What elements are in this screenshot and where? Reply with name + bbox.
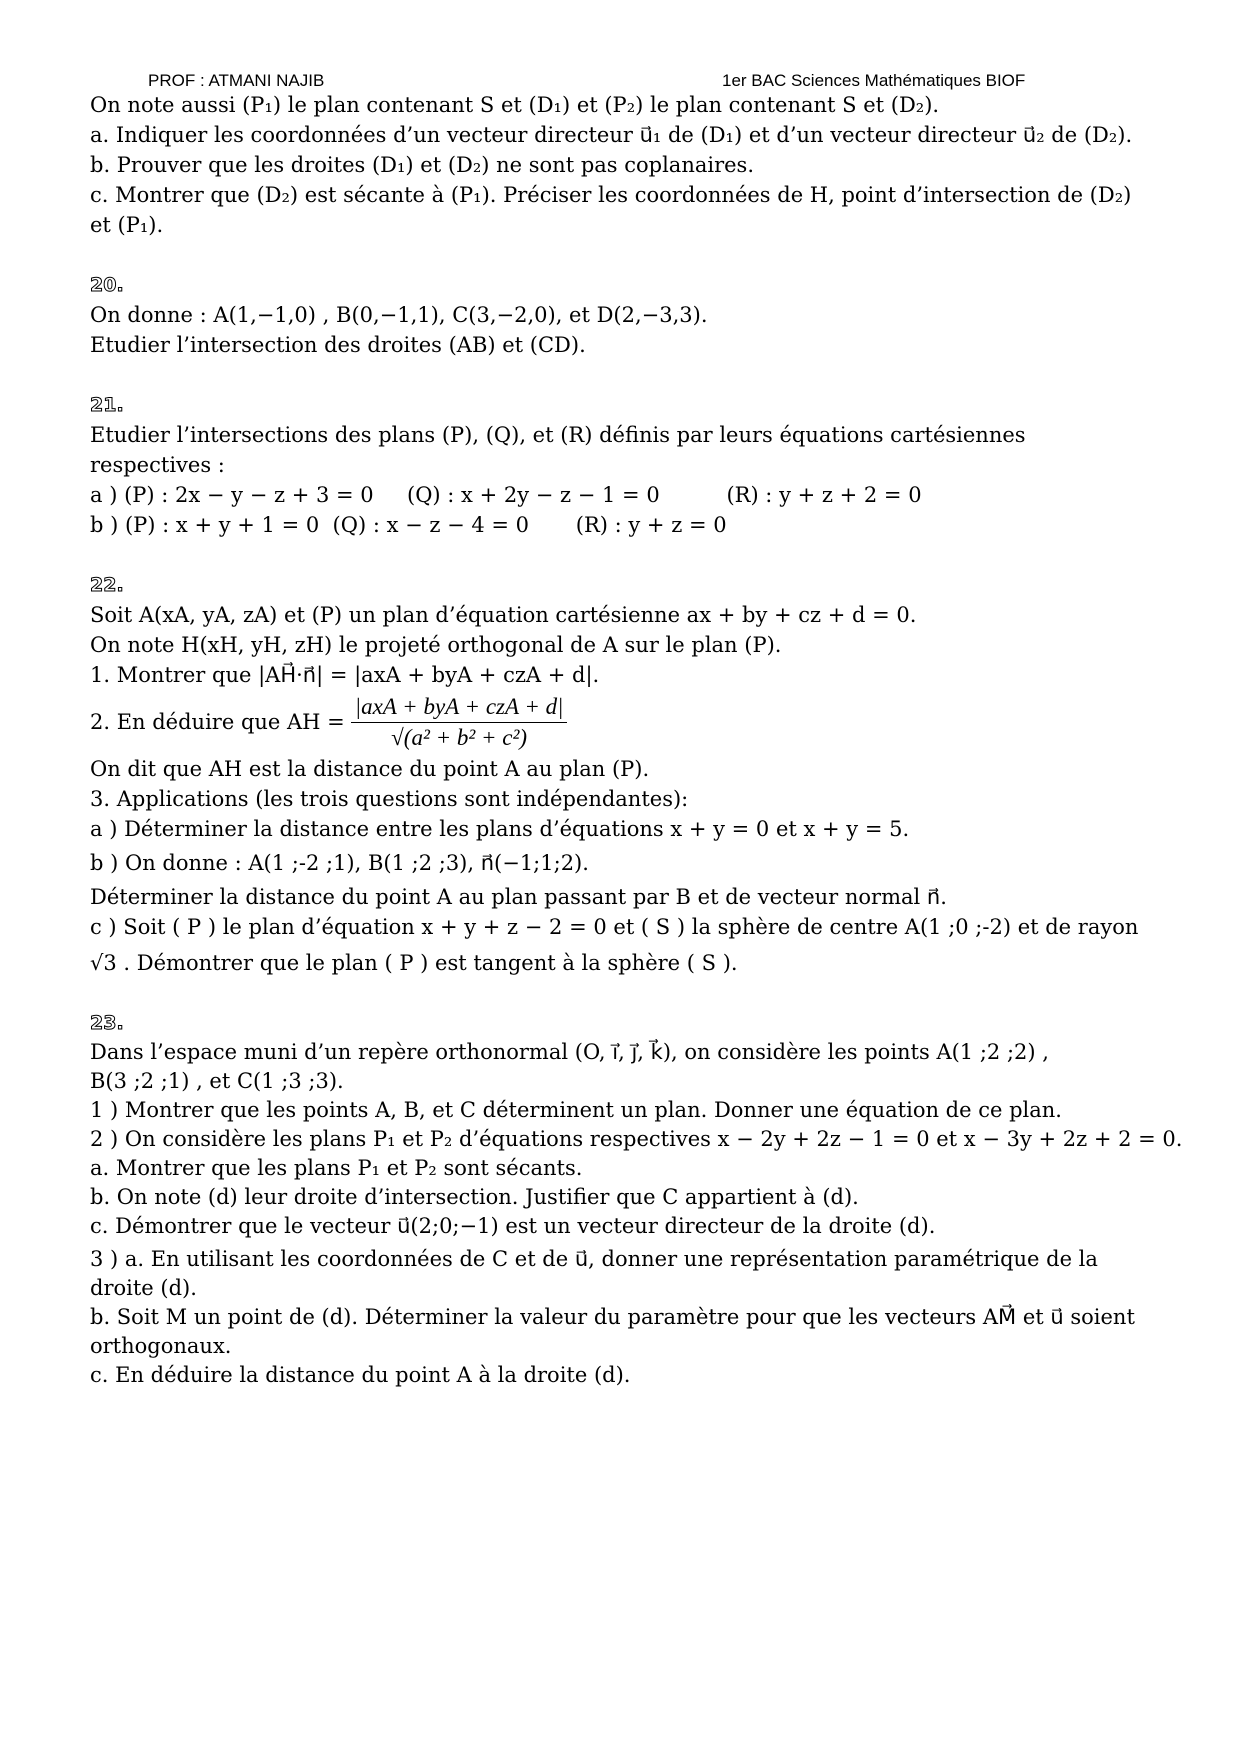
- ex22-statement: Soit A(xA, yA, zA) et (P) un plan d’équation cartésienne ax + by + cz + d = 0.: [90, 603, 917, 627]
- ex23-question-3a: 3 ) a. En utilisant les coordonnées de C et de u⃗, donner une représentation paramétrique de la: [90, 1247, 1098, 1271]
- ex23-question-3c: c. En déduire la distance du point A à la droite (d).: [90, 1363, 631, 1387]
- ex22-question-3a: a ) Déterminer la distance entre les plans d’équations x + y = 0 et x + y = 5.: [90, 817, 910, 841]
- ex22-question-2-label: 2. En déduire que AH =: [90, 710, 345, 734]
- ex22-question-2: [90, 690, 1160, 754]
- distance-formula: [351, 692, 568, 753]
- ex20-question: Etudier l’intersection des droites (AB) et (CD).: [90, 333, 586, 357]
- ex22-question-3c-cont: √3 . Démontrer que le plan ( P ) est tangent à la sphère ( S ).: [90, 951, 738, 975]
- header-course: 1er BAC Sciences Mathématiques BIOF: [722, 71, 1026, 90]
- formula-numerator: |axA + byA + czA + d|: [351, 692, 568, 723]
- formula-denominator: √(a² + b² + c²): [391, 724, 528, 750]
- exercise-number-23: 23.: [90, 1012, 124, 1034]
- ex19-intro: On note aussi (P₁) le plan contenant S et (D₁) et (P₂) le plan contenant S et (D₂).: [90, 93, 940, 117]
- exercise-number-20: 20.: [90, 274, 124, 296]
- ex23-question-3b-cont: orthogonaux.: [90, 1334, 232, 1358]
- ex22-question-3b-cont: Déterminer la distance du point A au plan passant par B et de vecteur normal n⃗.: [90, 885, 947, 909]
- ex23-question-2b: b. On note (d) leur droite d’intersection. Justifier que C appartient à (d).: [90, 1185, 859, 1209]
- ex21-system-a: a ) (P) : 2x − y − z + 3 = 0 (Q) : x + 2y − z − 1 = 0 (R) : y + z + 2 = 0: [90, 483, 922, 507]
- ex21-statement: Etudier l’intersections des plans (P), (Q), et (R) définis par leurs équations cartésiennes: [90, 423, 1026, 447]
- ex22-question-1: 1. Montrer que |AH⃗·n⃗| = |axA + byA + czA + d|.: [90, 663, 600, 687]
- exercise-content: [90, 90, 1183, 1390]
- ex22-question-3b: b ) On donne : A(1 ;-2 ;1), B(1 ;2 ;3), n⃗(−1;1;2).: [90, 851, 589, 875]
- ex21-statement-cont: respectives :: [90, 453, 225, 477]
- ex22-definition: On dit que AH est la distance du point A au plan (P).: [90, 757, 650, 781]
- ex22-projection: On note H(xH, yH, zH) le projeté orthogonal de A sur le plan (P).: [90, 633, 782, 657]
- ex23-question-3a-cont: droite (d).: [90, 1276, 197, 1300]
- ex23-question-1: 1 ) Montrer que les points A, B, et C déterminent un plan. Donner une équation de ce plan.: [90, 1098, 1062, 1122]
- ex19-question-a: a. Indiquer les coordonnées d’un vecteur directeur u⃗₁ de (D₁) et d’un vecteur directeur u⃗₂ de (D₂).: [90, 123, 1133, 147]
- ex23-question-3b: b. Soit M un point de (d). Déterminer la valeur du paramètre pour que les vecteurs AM⃗ et u⃗ soient: [90, 1305, 1135, 1329]
- ex23-question-2: 2 ) On considère les plans P₁ et P₂ d’équations respectives x − 2y + 2z − 1 = 0 et x − 3y + 2z + 2 = 0.: [90, 1127, 1183, 1151]
- ex19-question-b: b. Prouver que les droites (D₁) et (D₂) ne sont pas coplanaires.: [90, 153, 755, 177]
- ex23-question-2c: c. Démontrer que le vecteur u⃗(2;0;−1) est un vecteur directeur de la droite (d).: [90, 1214, 936, 1238]
- exercise-number-22: 22.: [90, 574, 124, 596]
- ex23-question-2a: a. Montrer que les plans P₁ et P₂ sont sécants.: [90, 1156, 583, 1180]
- ex22-question-3c: c ) Soit ( P ) le plan d’équation x + y + z − 2 = 0 et ( S ) la sphère de centre A(1 ;0 ;-2) et de rayon: [90, 915, 1139, 939]
- ex23-statement-cont: B(3 ;2 ;1) , et C(1 ;3 ;3).: [90, 1069, 344, 1093]
- ex19-question-c-cont: et (P₁).: [90, 213, 164, 237]
- ex19-question-c: c. Montrer que (D₂) est sécante à (P₁). Préciser les coordonnées de H, point d’intersection de (D₂): [90, 183, 1132, 207]
- ex21-system-b: b ) (P) : x + y + 1 = 0 (Q) : x − z − 4 = 0 (R) : y + z = 0: [90, 513, 727, 537]
- ex22-question-3: 3. Applications (les trois questions sont indépendantes):: [90, 787, 689, 811]
- ex23-statement: Dans l’espace muni d’un repère orthonormal (O, i⃗, j⃗, k⃗), on considère les points A(1 ;2 ;2) ,: [90, 1040, 1049, 1064]
- exercise-number-21: 21.: [90, 394, 124, 416]
- ex20-given: On donne : A(1,−1,0) , B(0,−1,1), C(3,−2,0), et D(2,−3,3).: [90, 303, 708, 327]
- header-author: PROF : ATMANI NAJIB: [148, 71, 325, 90]
